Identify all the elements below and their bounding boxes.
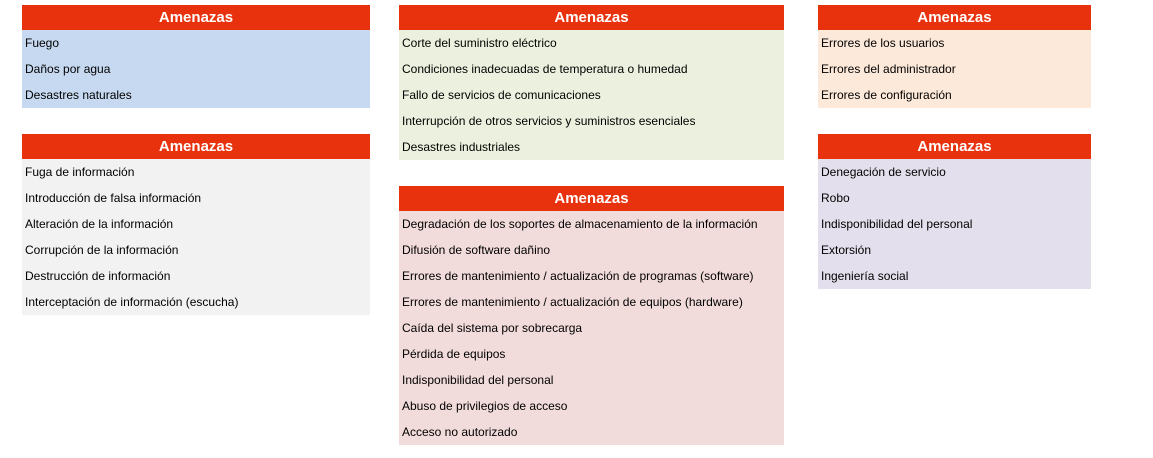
panel-body bbox=[22, 30, 370, 108]
list-item: Desastres industriales bbox=[402, 140, 521, 154]
list-item: Errores de los usuarios bbox=[821, 36, 945, 50]
list-item: Errores de mantenimiento / actualización de programas (software) bbox=[402, 269, 754, 283]
list-item: Destrucción de información bbox=[25, 269, 171, 283]
panel-body bbox=[818, 159, 1091, 289]
panel-header: Amenazas bbox=[818, 5, 1091, 30]
list-item: Introducción de falsa información bbox=[25, 191, 202, 205]
list-item: Difusión de software dañino bbox=[402, 243, 551, 257]
list-item: Pérdida de equipos bbox=[402, 347, 506, 361]
threats-panel-industrial bbox=[399, 5, 784, 160]
list-item: Acceso no autorizado bbox=[402, 425, 518, 439]
list-item: Corrupción de la información bbox=[25, 243, 179, 257]
list-item: Alteración de la información bbox=[25, 217, 174, 231]
list-item: Robo bbox=[821, 191, 850, 205]
list-item: Caída del sistema por sobrecarga bbox=[402, 321, 583, 335]
threats-panel-information bbox=[22, 134, 370, 315]
list-item: Condiciones inadecuadas de temperatura o humedad bbox=[402, 62, 688, 76]
list-item: Degradación de los soportes de almacenamiento de la información bbox=[402, 217, 758, 231]
threats-panel-natural bbox=[22, 5, 370, 108]
list-item: Indisponibilidad del personal bbox=[402, 373, 554, 387]
panel-header: Amenazas bbox=[818, 134, 1091, 159]
list-item: Ingeniería social bbox=[821, 269, 909, 283]
list-item: Interceptación de información (escucha) bbox=[25, 295, 239, 309]
list-item: Abuso de privilegios de acceso bbox=[402, 399, 568, 413]
panel-header: Amenazas bbox=[399, 5, 784, 30]
list-item: Desastres naturales bbox=[25, 88, 132, 102]
list-item: Interrupción de otros servicios y suministros esenciales bbox=[402, 114, 696, 128]
threats-panel-technical bbox=[399, 186, 784, 445]
list-item: Errores del administrador bbox=[821, 62, 956, 76]
list-item: Corte del suministro eléctrico bbox=[402, 36, 557, 50]
threats-panel-errors bbox=[818, 5, 1091, 108]
list-item: Daños por agua bbox=[25, 62, 111, 76]
list-item: Extorsión bbox=[821, 243, 872, 257]
list-item: Errores de configuración bbox=[821, 88, 952, 102]
panel-body bbox=[399, 211, 784, 445]
threats-panel-attacks bbox=[818, 134, 1091, 289]
list-item: Errores de mantenimiento / actualización de equipos (hardware) bbox=[402, 295, 743, 309]
panel-header: Amenazas bbox=[22, 5, 370, 30]
list-item: Fuego bbox=[25, 36, 60, 50]
panel-body bbox=[22, 159, 370, 315]
list-item: Fallo de servicios de comunicaciones bbox=[402, 88, 601, 102]
panel-body bbox=[399, 30, 784, 160]
panel-header: Amenazas bbox=[399, 186, 784, 211]
list-item: Indisponibilidad del personal bbox=[821, 217, 973, 231]
panel-header: Amenazas bbox=[22, 134, 370, 159]
list-item: Fuga de información bbox=[25, 165, 135, 179]
panel-body bbox=[818, 30, 1091, 108]
list-item: Denegación de servicio bbox=[821, 165, 946, 179]
